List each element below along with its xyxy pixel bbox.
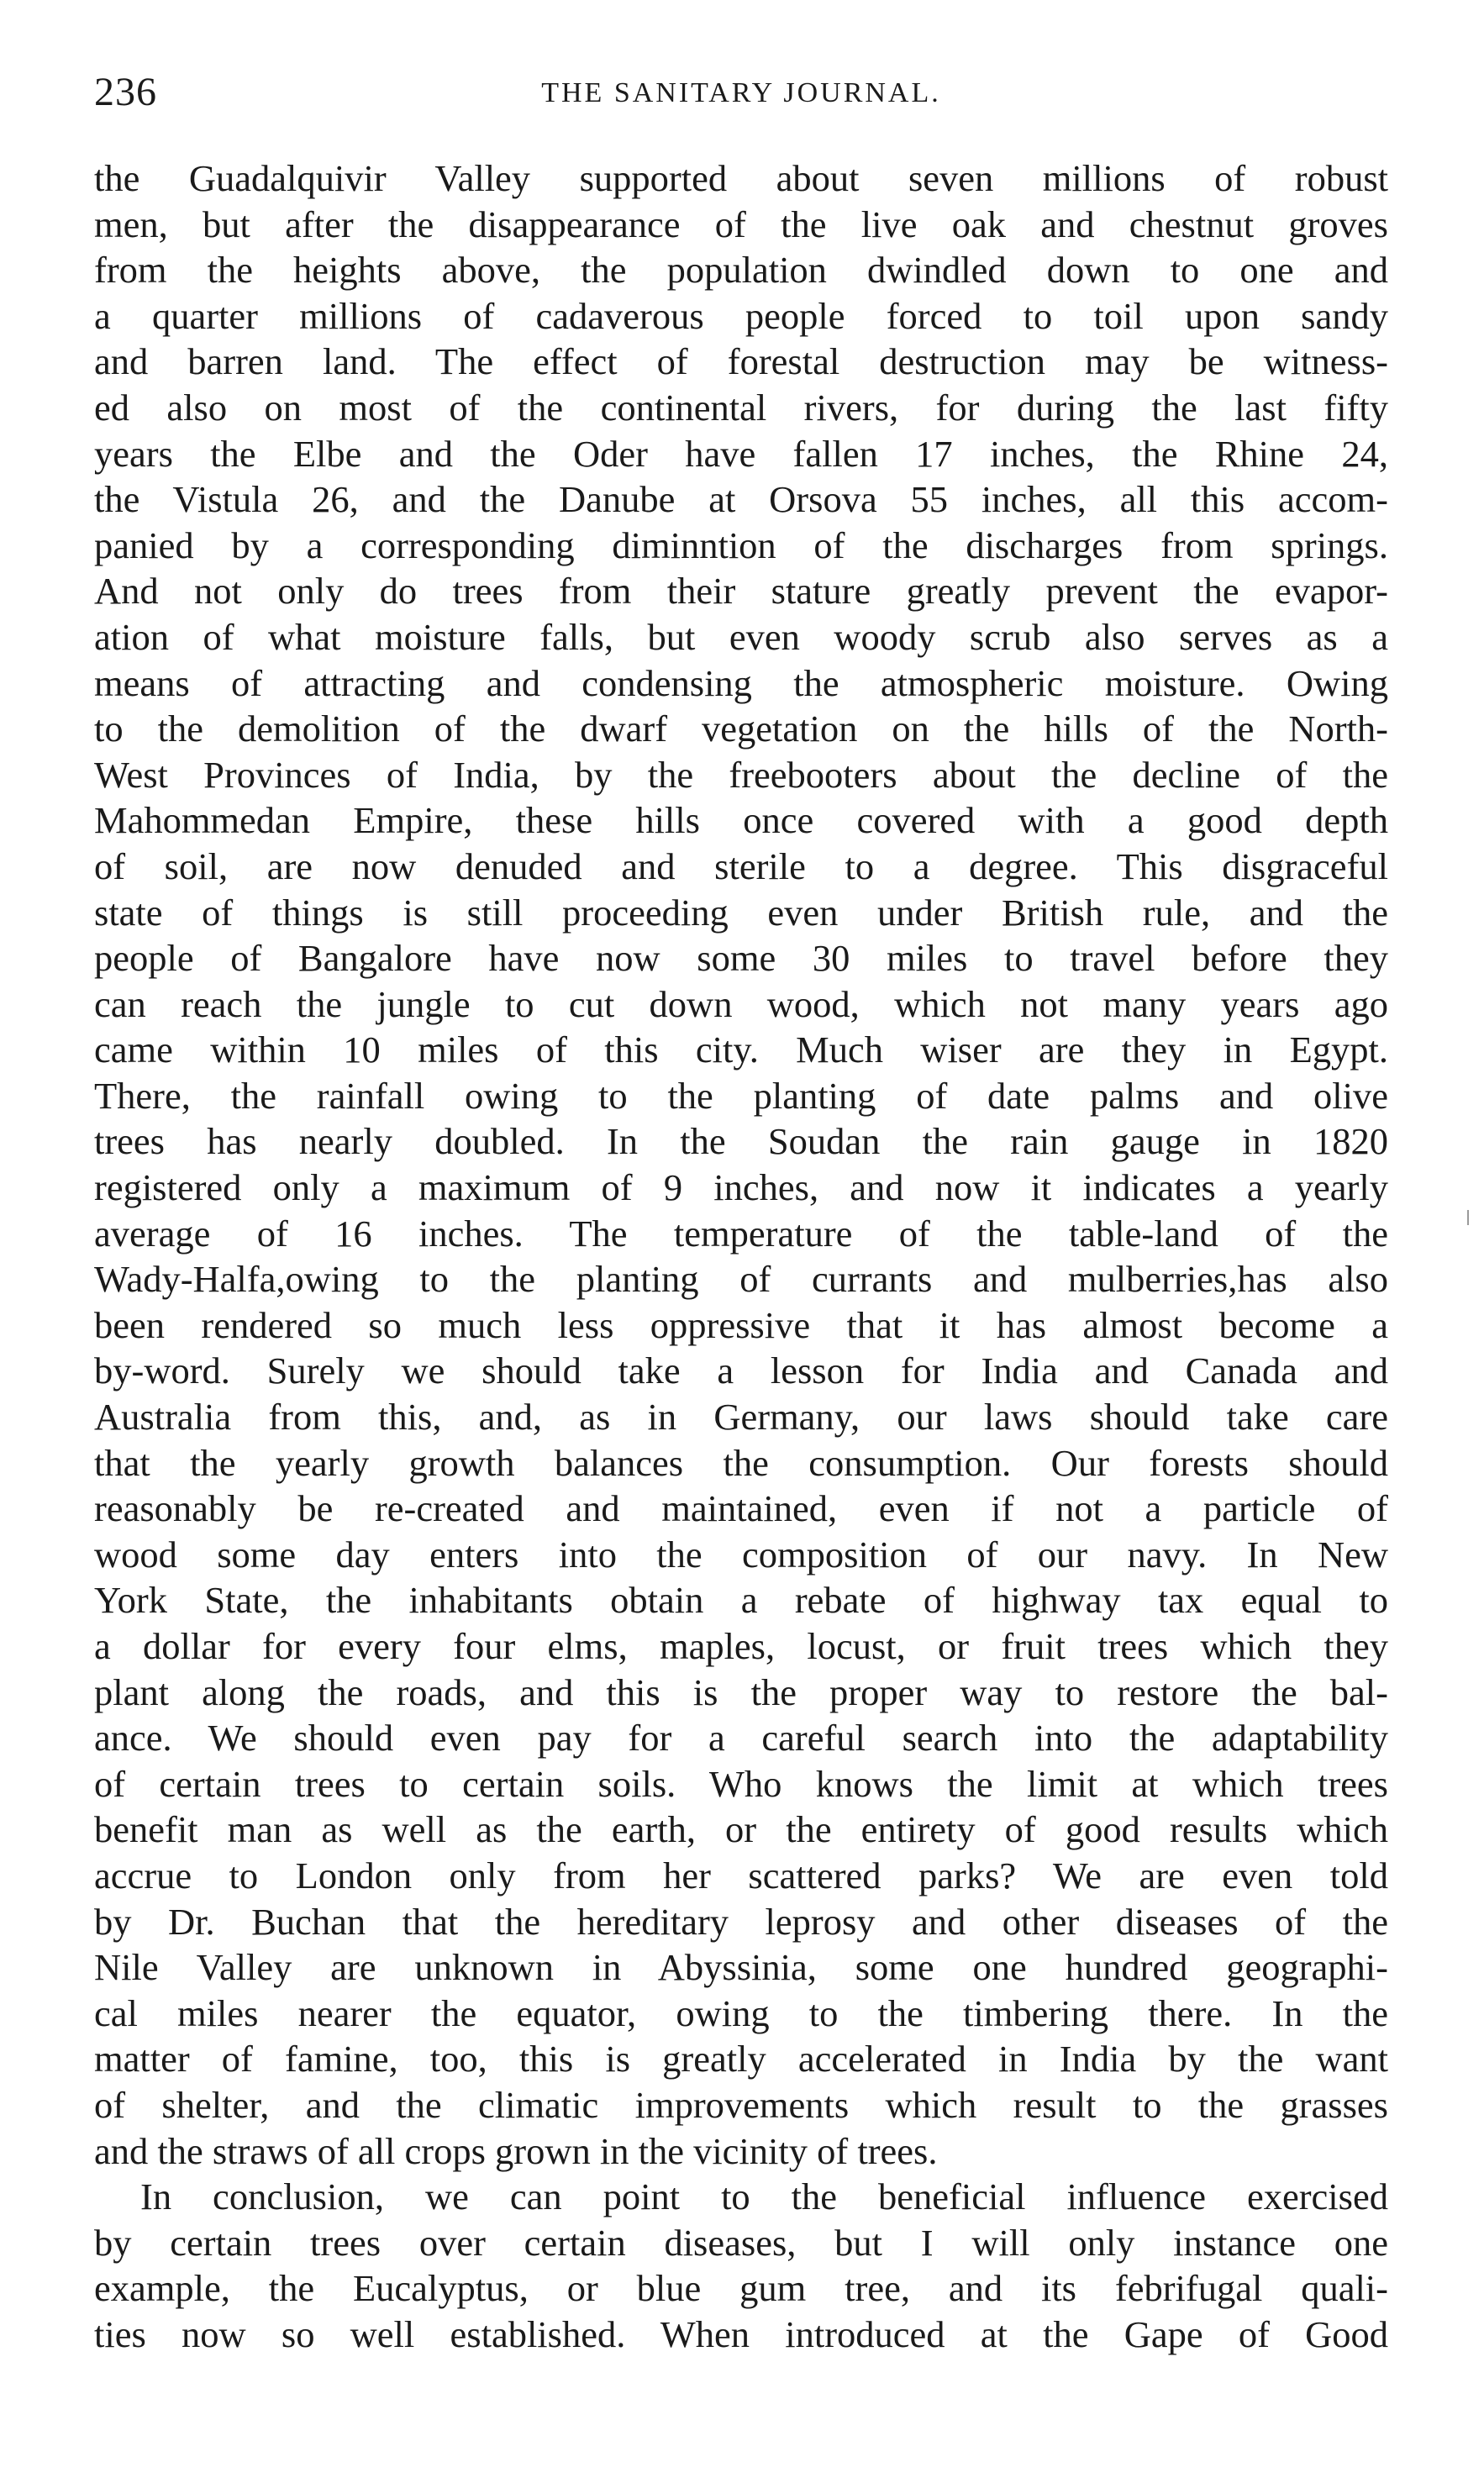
- text-line: accrue to London only from her scattered parks? We are even told: [94, 1854, 1388, 1896]
- text-line: And not only do trees from their stature greatly prevent the evapor-: [94, 570, 1388, 613]
- text-line: a quarter millions of cadaverous people forced to toil upon sandy: [94, 294, 1388, 337]
- paragraph: [94, 2174, 1388, 2357]
- text-line: Mahommedan Empire, these hills once covered with a good depth: [94, 799, 1388, 842]
- running-head: [94, 67, 1388, 118]
- text-line: state of things is still proceeding even under British rule, and the: [94, 891, 1388, 934]
- text-line: of soil, are now denuded and sterile to a degree. This disgraceful: [94, 844, 1388, 887]
- text-line: West Provinces of India, by the freebooters about the decline of the: [94, 753, 1388, 796]
- margin-mark: [1467, 1210, 1469, 1225]
- body-text: [94, 155, 1388, 2358]
- text-line: ties now so well established. When introduced at the Gape of Good: [94, 2312, 1388, 2355]
- text-line: a dollar for every four elms, maples, locust, or fruit trees which they: [94, 1625, 1388, 1667]
- text-line: can reach the jungle to cut down wood, which not many years ago: [94, 982, 1388, 1025]
- text-line: ation of what moisture falls, but even woody scrub also serves as a: [94, 615, 1388, 658]
- text-line: plant along the roads, and this is the proper way to restore the bal-: [94, 1670, 1388, 1713]
- text-line: the Guadalquivir Valley supported about seven millions of robust: [94, 157, 1388, 199]
- text-line: the Vistula 26, and the Danube at Orsova 55 inches, all this accom-: [94, 478, 1388, 521]
- text-line: men, but after the disappearance of the live oak and chestnut groves: [94, 203, 1388, 245]
- text-line: matter of famine, too, this is greatly accelerated in India by the want: [94, 2038, 1388, 2081]
- text-line: and barren land. The effect of forestal destruction may be witness-: [94, 340, 1388, 383]
- text-line: years the Elbe and the Oder have fallen 17 inches, the Rhine 24,: [94, 432, 1388, 475]
- text-line: ance. We should even pay for a careful search into the adaptability: [94, 1717, 1388, 1760]
- text-line: example, the Eucalyptus, or blue gum tree, and its febrifugal quali-: [94, 2267, 1388, 2310]
- text-line: by certain trees over certain diseases, but I will only instance one: [94, 2221, 1388, 2264]
- text-line: from the heights above, the population dwindled down to one and: [94, 249, 1388, 292]
- text-line: average of 16 inches. The temperature of the table-land of the: [94, 1212, 1388, 1255]
- page-number: 236: [94, 70, 157, 114]
- text-line: In conclusion, we can point to the beneficial influence exercised: [140, 2175, 1388, 2218]
- text-line: benefit man as well as the earth, or the entirety of good results which: [94, 1808, 1388, 1851]
- text-line: ed also on most of the continental rivers, for during the last fifty: [94, 386, 1388, 429]
- text-line: of shelter, and the climatic improvements which result to the grasses: [94, 2083, 1388, 2126]
- text-line: trees has nearly doubled. In the Soudan the rain gauge in 1820: [94, 1120, 1388, 1163]
- text-line: been rendered so much less oppressive that it has almost become a: [94, 1303, 1388, 1346]
- text-line: of certain trees to certain soils. Who knows the limit at which trees: [94, 1762, 1388, 1805]
- text-line: Nile Valley are unknown in Abyssinia, some one hundred geographi-: [94, 1946, 1388, 1989]
- text-line: Wady-Halfa,owing to the planting of currants and mulberries,has also: [94, 1258, 1388, 1301]
- text-line: York State, the inhabitants obtain a rebate of highway tax equal to: [94, 1579, 1388, 1622]
- text-line: to the demolition of the dwarf vegetation on the hills of the North-: [94, 708, 1388, 750]
- text-line: that the yearly growth balances the consumption. Our forests should: [94, 1441, 1388, 1484]
- text-line: reasonably be re-created and maintained, even if not a particle of: [94, 1487, 1388, 1530]
- text-line: wood some day enters into the composition of our navy. In New: [94, 1533, 1388, 1576]
- paragraph: [94, 155, 1388, 2174]
- text-line: means of attracting and condensing the atmospheric moisture. Owing: [94, 661, 1388, 704]
- text-line: came within 10 miles of this city. Much wiser are they in Egypt.: [94, 1028, 1388, 1071]
- text-line: and the straws of all crops grown in the vicinity of trees.: [94, 2129, 938, 2172]
- text-line: cal miles nearer the equator, owing to the timbering there. In the: [94, 1991, 1388, 2034]
- text-line: registered only a maximum of 9 inches, and now it indicates a yearly: [94, 1166, 1388, 1209]
- text-line: There, the rainfall owing to the planting of date palms and olive: [94, 1074, 1388, 1117]
- journal-title: THE SANITARY JOURNAL.: [541, 77, 941, 108]
- text-line: panied by a corresponding diminntion of the discharges from springs.: [94, 523, 1388, 566]
- text-line: people of Bangalore have now some 30 miles to travel before they: [94, 937, 1388, 980]
- text-line: Australia from this, and, as in Germany, our laws should take care: [94, 1396, 1388, 1439]
- text-line: by-word. Surely we should take a lesson for India and Canada and: [94, 1349, 1388, 1392]
- text-line: by Dr. Buchan that the hereditary leprosy and other diseases of the: [94, 1900, 1388, 1943]
